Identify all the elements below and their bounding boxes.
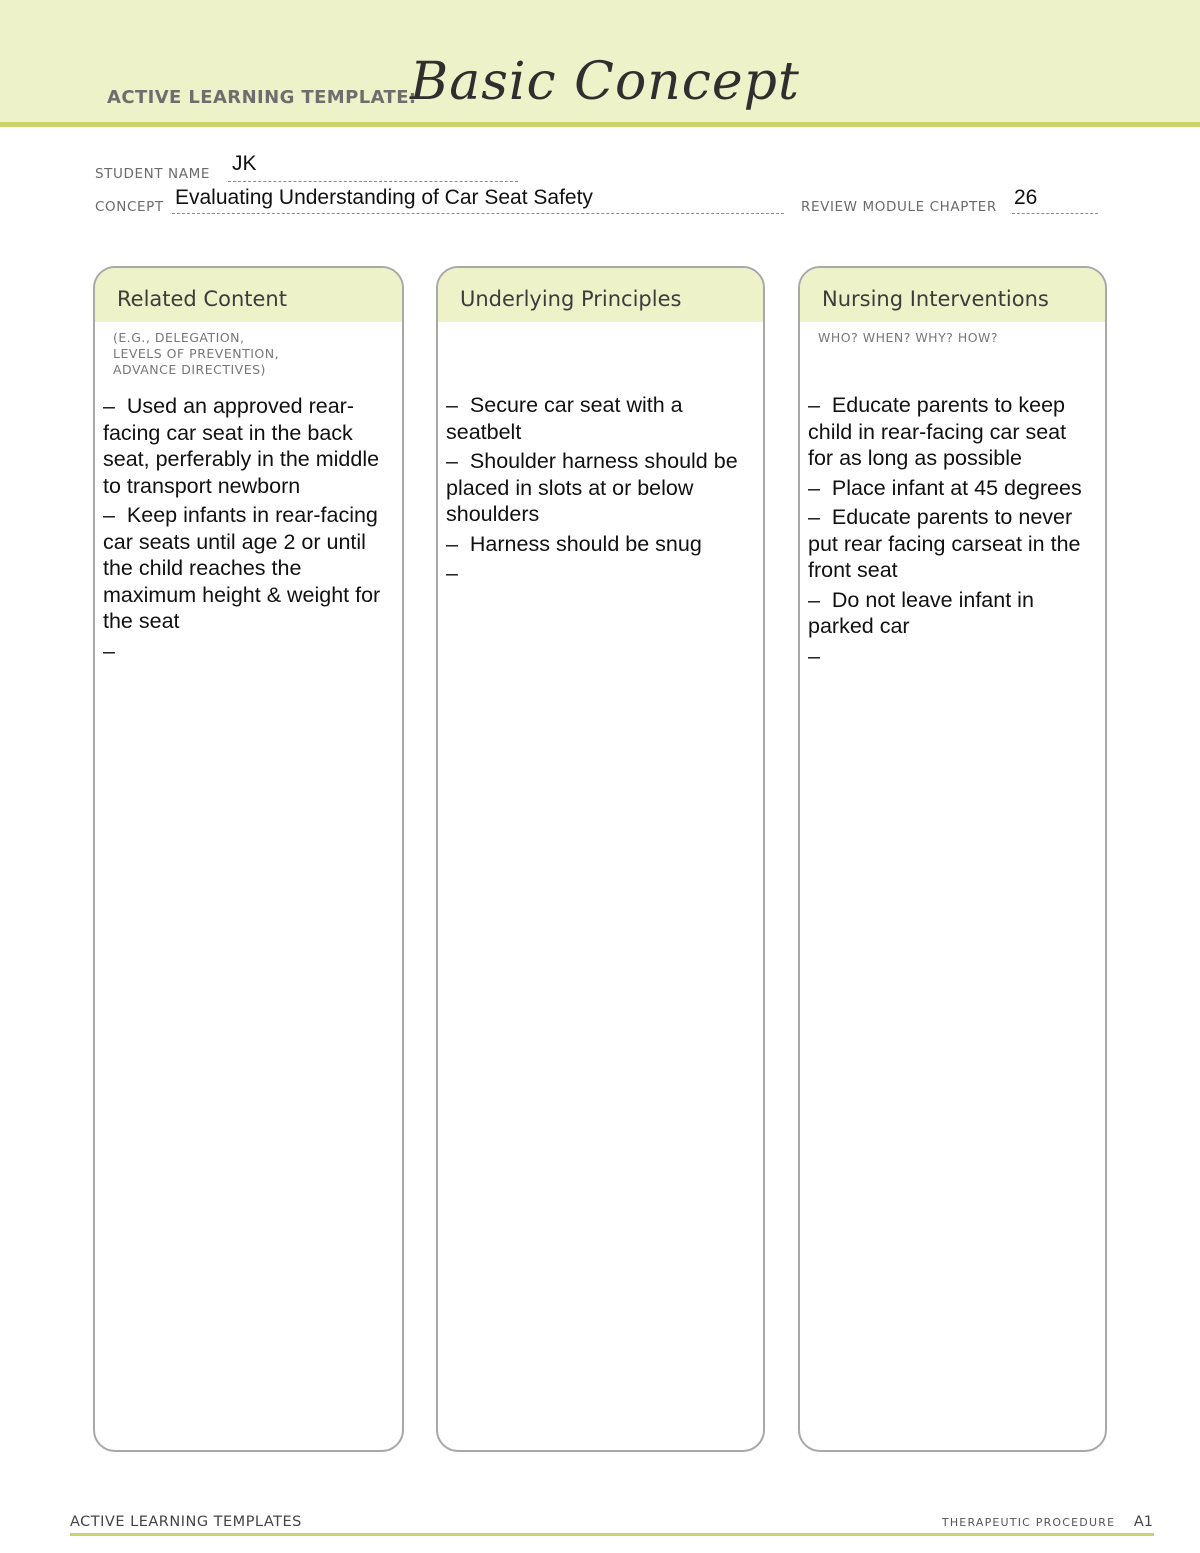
list-item: – Harness should be snug: [446, 531, 753, 558]
list-item: – Place infant at 45 degrees: [808, 475, 1095, 502]
footer-page: A1: [1133, 1514, 1153, 1530]
student-name-label: STUDENT NAME: [95, 166, 210, 182]
footer-procedure: THERAPEUTIC PROCEDURE: [941, 1516, 1116, 1529]
list-item: – Do not leave infant in parked car: [808, 587, 1095, 640]
list-item: – Keep infants in rear-facing car seats until age 2 or until the child reaches the maximum height & weight for the seat: [103, 502, 392, 635]
chapter-label: REVIEW MODULE CHAPTER: [801, 199, 997, 215]
concept-label: CONCEPT: [95, 199, 164, 215]
list-item: – Secure car seat with a seatbelt: [446, 392, 753, 445]
list-item-empty: [808, 643, 1095, 670]
related-content-subtitle: (E.G., DELEGATION, LEVELS OF PREVENTION, ADVANCE DIRECTIVES): [113, 330, 280, 377]
related-content-list[interactable]: [103, 393, 392, 667]
concept-underline: [172, 213, 784, 214]
header-divider: [0, 122, 1200, 127]
student-name-underline: [228, 181, 518, 182]
chapter-underline: [1012, 213, 1098, 214]
underlying-principles-box: [436, 266, 765, 1452]
concept-field[interactable]: Evaluating Understanding of Car Seat Safety: [175, 186, 593, 209]
footer-left: ACTIVE LEARNING TEMPLATES: [70, 1514, 302, 1530]
footer-divider: [70, 1533, 1154, 1536]
nursing-interventions-title: Nursing Interventions: [800, 268, 1105, 322]
related-content-box: [93, 266, 404, 1452]
chapter-field[interactable]: 26: [1014, 186, 1038, 209]
list-item: – Educate parents to keep child in rear-facing car seat for as long as possible: [808, 392, 1095, 472]
footer-right: [942, 1514, 1153, 1530]
related-content-title: Related Content: [95, 268, 402, 322]
underlying-principles-title: Underlying Principles: [438, 268, 763, 322]
nursing-interventions-box: [798, 266, 1107, 1452]
list-item: – Shoulder harness should be placed in slots at or below shoulders: [446, 448, 753, 528]
template-label: ACTIVE LEARNING TEMPLATE:: [107, 87, 417, 108]
page-title: Basic Concept: [410, 52, 800, 112]
nursing-interventions-subtitle: WHO? WHEN? WHY? HOW?: [818, 330, 999, 345]
student-name-field[interactable]: JK: [232, 152, 257, 175]
underlying-principles-list[interactable]: [446, 392, 753, 590]
list-item: – Used an approved rear-facing car seat in the back seat, perferably in the middle to transport newborn: [103, 393, 392, 499]
list-item-empty: [103, 638, 392, 665]
nursing-interventions-list[interactable]: [808, 392, 1095, 672]
list-item-empty: [446, 560, 753, 587]
list-item: – Educate parents to never put rear facing carseat in the front seat: [808, 504, 1095, 584]
